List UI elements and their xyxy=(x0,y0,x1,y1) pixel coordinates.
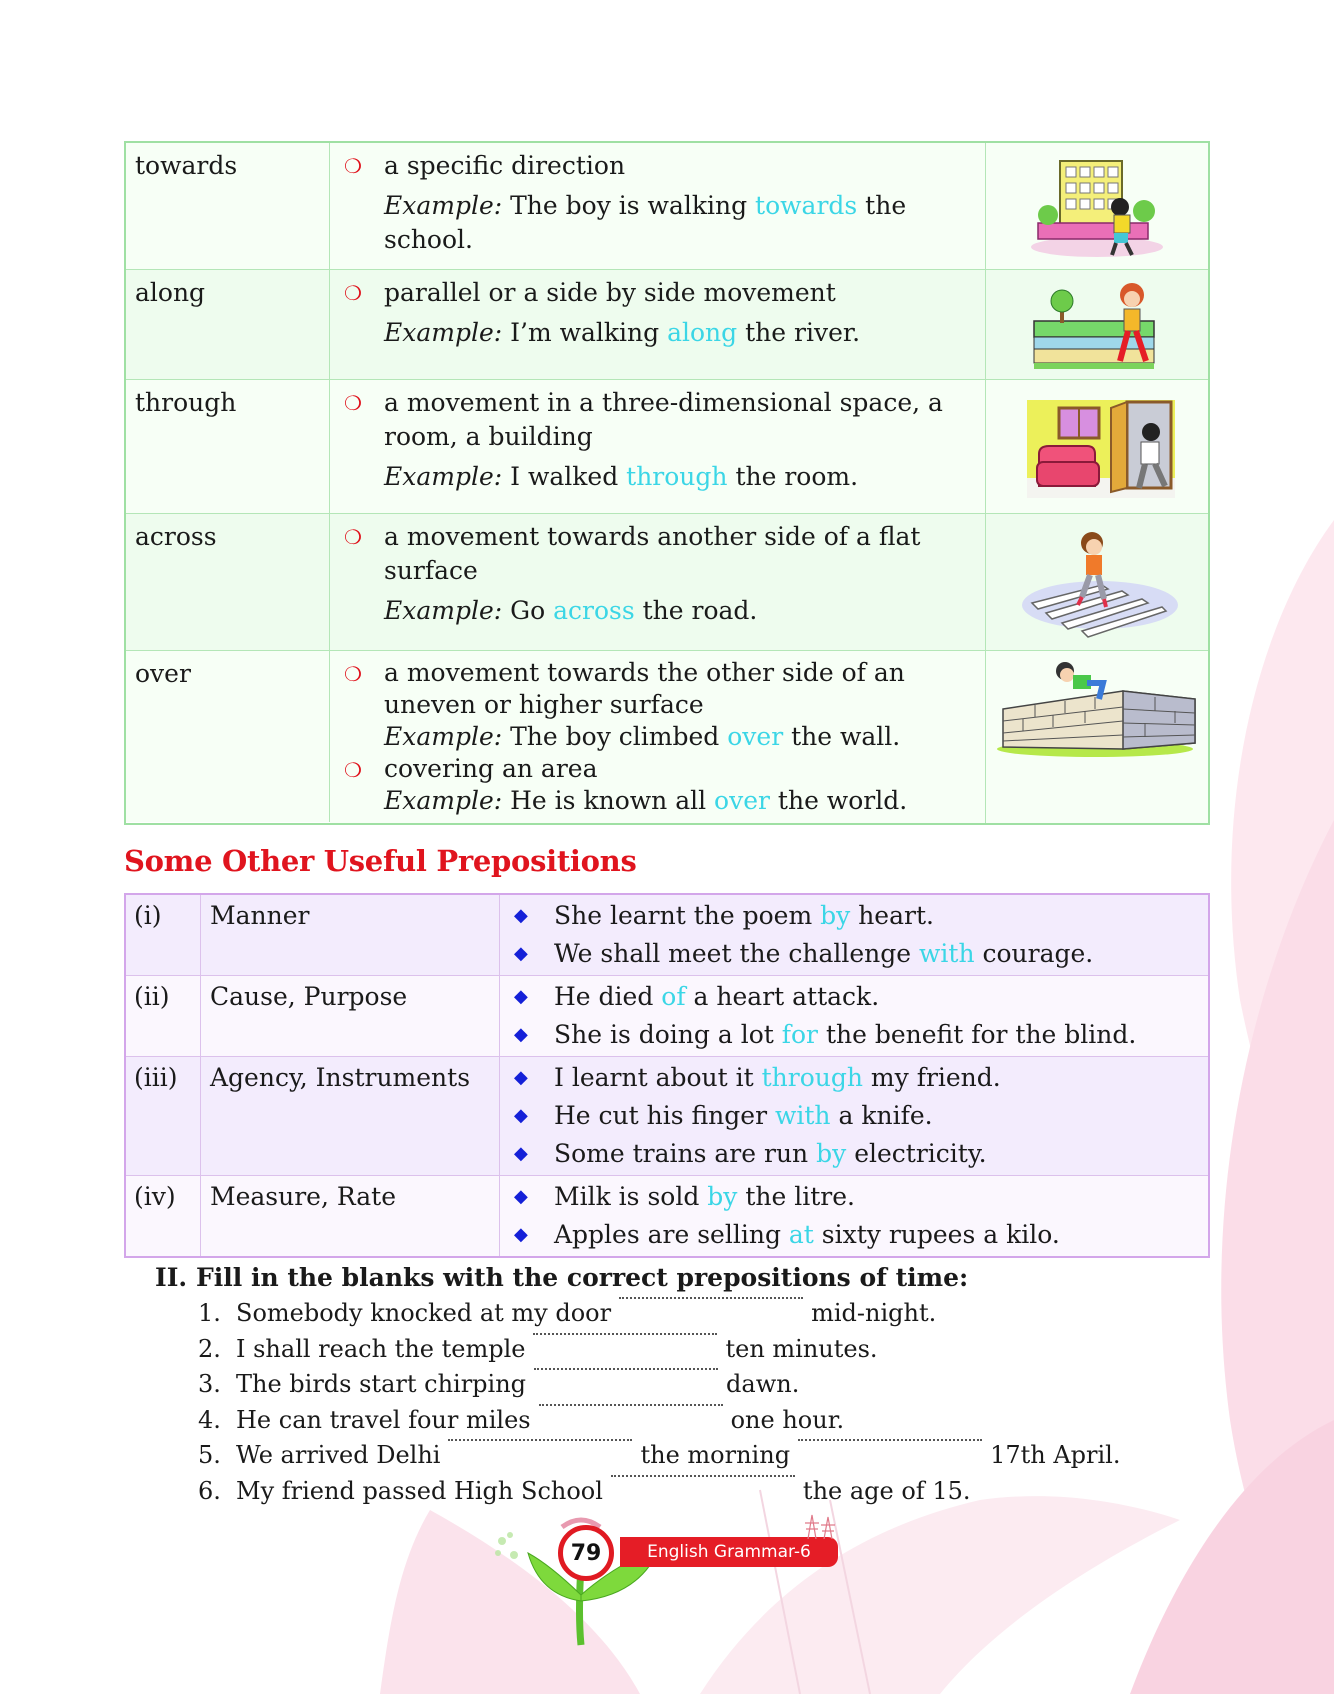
example-label: Example: xyxy=(384,596,503,625)
example-text: I learnt about it xyxy=(554,1063,762,1092)
circle-bullet-icon: ❍ xyxy=(344,281,362,305)
example-sentence xyxy=(384,460,975,494)
item-number: 3. xyxy=(198,1370,221,1399)
item-number: 6. xyxy=(198,1476,221,1505)
preposition-word: towards xyxy=(126,143,330,270)
example-text: sixty rupees a kilo. xyxy=(813,1220,1060,1249)
exercise-item xyxy=(198,1332,1155,1368)
diamond-bullet-icon: ◆ xyxy=(514,1224,528,1245)
diamond-bullet-icon: ◆ xyxy=(514,1143,528,1164)
meaning-text: a specific direction xyxy=(384,151,626,180)
example-text: the river. xyxy=(737,318,861,347)
example-sentence xyxy=(384,594,975,628)
highlighted-preposition: over xyxy=(714,786,770,815)
list-item xyxy=(506,978,1202,1016)
exercise-list xyxy=(198,1296,1155,1510)
diamond-bullet-icon: ◆ xyxy=(514,986,528,1007)
example-sentence xyxy=(384,189,975,257)
category-label: Measure, Rate xyxy=(201,1176,500,1256)
exercise-number: II. xyxy=(155,1263,188,1292)
preposition-description xyxy=(330,651,986,823)
movement-prepositions-table xyxy=(124,141,1210,825)
preposition-description xyxy=(330,380,986,514)
item-text: dawn. xyxy=(726,1370,800,1399)
list-item xyxy=(506,1135,1202,1173)
item-text: one hour. xyxy=(730,1405,845,1434)
example-list xyxy=(500,1057,1208,1176)
meaning-text: a movement in a three-dimensional space, a room, a building xyxy=(384,388,943,451)
highlighted-preposition: by xyxy=(816,1139,847,1168)
example-text: a heart attack. xyxy=(685,982,880,1011)
answer-blank[interactable] xyxy=(798,1438,982,1441)
item-text: He can travel four miles xyxy=(236,1405,531,1434)
diamond-bullet-icon: ◆ xyxy=(514,943,528,964)
example-text: the wall. xyxy=(783,722,901,751)
answer-blank[interactable] xyxy=(533,1332,717,1335)
example-text: The boy is walking xyxy=(502,191,756,220)
section-heading: Some Other Useful Prepositions xyxy=(124,844,637,878)
meaning-text: a movement towards the other side of an uneven or higher surface xyxy=(384,658,905,719)
diamond-bullet-icon: ◆ xyxy=(514,1105,528,1126)
exercise-item xyxy=(198,1403,1155,1439)
example-label: Example: xyxy=(384,462,503,491)
page-footer xyxy=(480,1505,860,1665)
item-number: 5. xyxy=(198,1441,221,1470)
row-number: (iv) xyxy=(126,1176,201,1256)
answer-blank[interactable] xyxy=(539,1403,723,1406)
preposition-word: through xyxy=(126,380,330,514)
example-text: the litre. xyxy=(737,1182,856,1211)
item-text: 17th April. xyxy=(990,1441,1121,1470)
item-text: We arrived Delhi xyxy=(236,1441,441,1470)
example-label: Example: xyxy=(384,786,503,815)
meaning-text: parallel or a side by side movement xyxy=(384,278,836,307)
highlighted-preposition: of xyxy=(661,982,686,1011)
example-text: the room. xyxy=(727,462,859,491)
example-text: the road. xyxy=(634,596,758,625)
other-prepositions-table xyxy=(124,893,1210,1258)
example-text: my friend. xyxy=(862,1063,1001,1092)
example-label: Example: xyxy=(384,191,503,220)
girl-crossing-road-illustration xyxy=(986,514,1208,651)
example-text: courage. xyxy=(974,939,1094,968)
example-sentence xyxy=(384,785,975,817)
highlighted-preposition: at xyxy=(788,1220,814,1249)
example-text: He died xyxy=(554,982,662,1011)
example-label: Example: xyxy=(384,722,503,751)
circle-bullet-icon: ❍ xyxy=(344,662,362,686)
example-text: I walked xyxy=(502,462,627,491)
exercise-section xyxy=(155,1260,1155,1510)
item-number: 2. xyxy=(198,1334,221,1363)
item-text: The birds start chirping xyxy=(236,1370,527,1399)
list-item xyxy=(506,1178,1202,1216)
row-number: (iii) xyxy=(126,1057,201,1176)
item-text: My friend passed High School xyxy=(236,1476,603,1505)
circle-bullet-icon: ❍ xyxy=(344,525,362,549)
example-text: electricity. xyxy=(846,1139,987,1168)
category-label: Cause, Purpose xyxy=(201,976,500,1057)
highlighted-preposition: by xyxy=(707,1182,738,1211)
example-sentence xyxy=(384,316,975,350)
preposition-word: across xyxy=(126,514,330,651)
sense-item xyxy=(340,753,975,817)
diamond-bullet-icon: ◆ xyxy=(514,905,528,926)
preposition-description xyxy=(330,514,986,651)
highlighted-preposition: by xyxy=(820,901,851,930)
highlighted-preposition: for xyxy=(781,1020,818,1049)
circle-bullet-icon: ❍ xyxy=(344,391,362,415)
example-text: The boy climbed xyxy=(502,722,728,751)
item-text: mid-night. xyxy=(811,1299,937,1327)
example-text: Some trains are run xyxy=(554,1139,817,1168)
sense-item xyxy=(340,149,975,257)
answer-blank[interactable] xyxy=(448,1438,632,1441)
example-list xyxy=(500,895,1208,976)
meaning-text: covering an area xyxy=(384,754,598,783)
answer-blank[interactable] xyxy=(619,1296,803,1299)
list-item xyxy=(506,1097,1202,1135)
sense-item xyxy=(340,520,975,628)
boy-walking-to-school-illustration xyxy=(986,143,1208,270)
exercise-item xyxy=(198,1438,1155,1474)
row-number: (ii) xyxy=(126,976,201,1057)
example-list xyxy=(500,1176,1208,1256)
list-item xyxy=(506,1016,1202,1054)
example-text: He is known all xyxy=(502,786,715,815)
item-text: the morning xyxy=(640,1441,791,1470)
diamond-bullet-icon: ◆ xyxy=(514,1024,528,1045)
book-title-banner: English Grammar-6 xyxy=(620,1537,838,1567)
sense-item xyxy=(340,386,975,494)
exercise-instruction: Fill in the blanks with the correct prepositions of time: xyxy=(196,1263,969,1292)
exercise-heading xyxy=(155,1260,1155,1296)
item-text: I shall reach the temple xyxy=(236,1334,526,1363)
page-number: 79 xyxy=(558,1525,614,1581)
meaning-text: a movement towards another side of a flat surface xyxy=(384,522,921,585)
row-number: (i) xyxy=(126,895,201,976)
item-number: 4. xyxy=(198,1405,221,1434)
preposition-word: over xyxy=(126,651,330,822)
diamond-bullet-icon: ◆ xyxy=(514,1186,528,1207)
example-text: He cut his finger xyxy=(554,1101,775,1130)
answer-blank[interactable] xyxy=(534,1367,718,1370)
example-text: the school. xyxy=(384,191,907,254)
category-label: Manner xyxy=(201,895,500,976)
highlighted-preposition: towards xyxy=(755,191,858,220)
preposition-description xyxy=(330,143,986,270)
example-text: Apples are selling xyxy=(554,1220,789,1249)
example-text: We shall meet the challenge xyxy=(554,939,919,968)
example-text: the benefit for the blind. xyxy=(818,1020,1137,1049)
list-item xyxy=(506,935,1202,973)
boy-climbing-wall-illustration xyxy=(986,651,1208,823)
highlighted-preposition: through xyxy=(761,1063,863,1092)
category-label: Agency, Instruments xyxy=(201,1057,500,1176)
highlighted-preposition: over xyxy=(727,722,784,751)
exercise-item xyxy=(198,1296,1155,1332)
example-label: Example: xyxy=(384,318,503,347)
example-text: She learnt the poem xyxy=(554,901,821,930)
example-text: I’m walking xyxy=(502,318,668,347)
item-text: ten minutes. xyxy=(725,1334,878,1363)
list-item xyxy=(506,897,1202,935)
example-list xyxy=(500,976,1208,1057)
girl-walking-along-river-illustration xyxy=(986,270,1208,380)
highlighted-preposition: through xyxy=(626,462,728,491)
sense-item xyxy=(340,276,975,350)
example-text: Milk is sold xyxy=(554,1182,708,1211)
item-text: Somebody knocked at my door xyxy=(236,1299,612,1327)
example-sentence xyxy=(384,721,975,753)
example-text: She is doing a lot xyxy=(554,1020,782,1049)
item-text: the age of 15. xyxy=(802,1476,971,1505)
highlighted-preposition: across xyxy=(553,596,635,625)
circle-bullet-icon: ❍ xyxy=(344,758,362,782)
preposition-word: along xyxy=(126,270,330,380)
example-text: a knife. xyxy=(830,1101,933,1130)
example-text: Go xyxy=(502,596,554,625)
power-tower-icon xyxy=(800,1513,840,1539)
example-text: heart. xyxy=(850,901,934,930)
answer-blank[interactable] xyxy=(611,1474,795,1477)
highlighted-preposition: along xyxy=(667,318,738,347)
preposition-description xyxy=(330,270,986,380)
boy-entering-room-illustration xyxy=(986,380,1208,514)
sense-item xyxy=(340,657,975,753)
exercise-item xyxy=(198,1367,1155,1403)
list-item xyxy=(506,1059,1202,1097)
highlighted-preposition: with xyxy=(774,1101,831,1130)
circle-bullet-icon: ❍ xyxy=(344,154,362,178)
item-number: 1. xyxy=(198,1299,221,1327)
highlighted-preposition: with xyxy=(919,939,975,968)
example-text: the world. xyxy=(769,786,908,815)
diamond-bullet-icon: ◆ xyxy=(514,1067,528,1088)
list-item xyxy=(506,1216,1202,1254)
